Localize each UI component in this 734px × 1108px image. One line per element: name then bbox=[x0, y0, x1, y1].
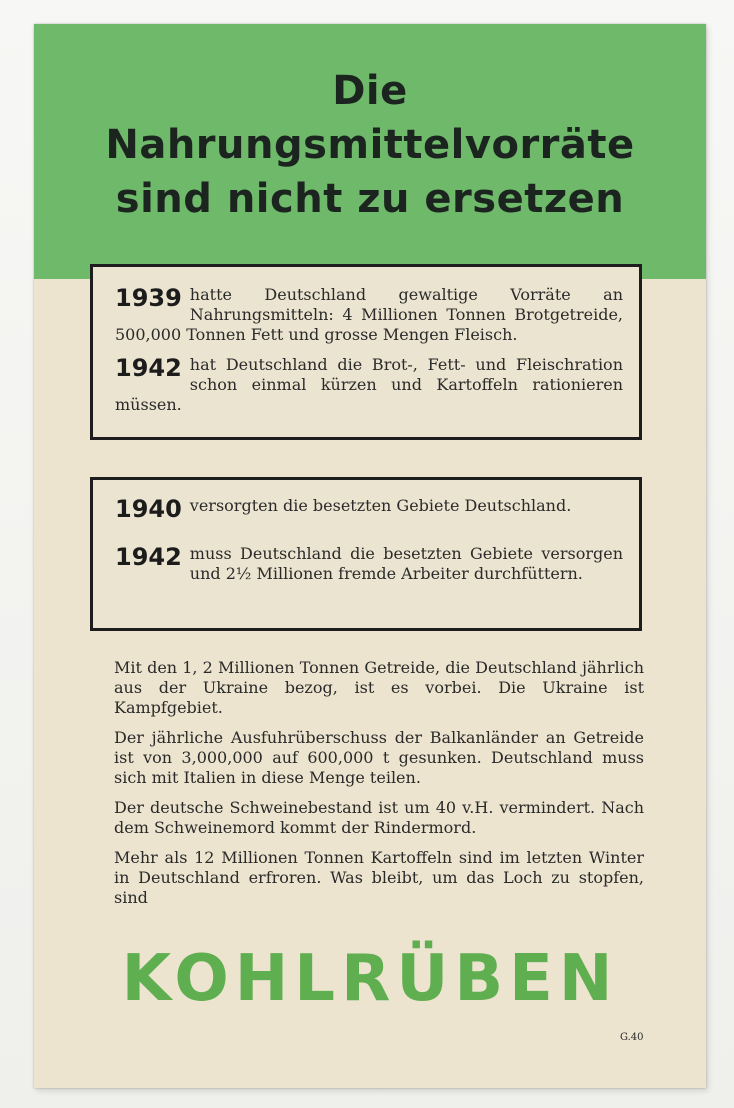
box-entry bbox=[115, 285, 623, 345]
closing-word: KOHLRÜBEN bbox=[121, 942, 619, 1016]
entry-year: 1942 bbox=[115, 354, 182, 382]
comparison-box-1 bbox=[90, 264, 642, 440]
entry-text: versorgten die besetzten Gebiete Deutschland. bbox=[189, 496, 572, 515]
box-entry bbox=[115, 544, 623, 584]
leaflet bbox=[34, 24, 706, 1088]
entry-year: 1939 bbox=[115, 284, 182, 312]
entry-year: 1942 bbox=[115, 543, 182, 571]
leaflet-code: G.40 bbox=[620, 1032, 644, 1043]
box-entry bbox=[115, 355, 623, 415]
body-paragraph: Der jährliche Ausfuhrüberschuss der Balkanländer an Getreide ist von 3,000,000 auf 600,000 t gesunken. Deutschland muss sich mit Italien in diese Menge teilen. bbox=[114, 728, 644, 787]
entry-text: hatte Deutschland gewaltige Vorräte an Nahrungsmitteln: 4 Millionen Tonnen Brotgetreide, 500,000 Tonnen Fett und grosse Mengen Fleisch. bbox=[115, 285, 623, 344]
comparison-box-2 bbox=[90, 477, 642, 631]
title-line-2: Nahrungsmittelvorräte bbox=[105, 122, 635, 168]
body-paragraph: Mehr als 12 Millionen Tonnen Kartoffeln sind im letzten Winter in Deutschland erfroren. Was bleibt, um das Loch zu stopfen, sind bbox=[114, 848, 644, 907]
entry-text: muss Deutschland die besetzten Gebiete versorgen und 2½ Millionen fremde Arbeiter durchfüttern. bbox=[189, 544, 623, 583]
leaflet-title bbox=[34, 64, 706, 226]
body-paragraph: Der deutsche Schweinebestand ist um 40 v.H. vermindert. Nach dem Schweinemord kommt der Rindermord. bbox=[114, 798, 644, 837]
body-paragraph: Mit den 1, 2 Millionen Tonnen Getreide, die Deutschland jährlich aus der Ukraine bezog, ist es vorbei. Die Ukraine ist Kampfgebiet. bbox=[114, 658, 644, 717]
title-line-1: Die bbox=[332, 68, 408, 114]
entry-text: hat Deutschland die Brot-, Fett- und Fleischration schon einmal kürzen und Kartoffeln rationieren müssen. bbox=[115, 355, 623, 414]
entry-year: 1940 bbox=[115, 495, 182, 523]
box-entry bbox=[115, 496, 623, 524]
title-line-3: sind nicht zu ersetzen bbox=[115, 176, 625, 222]
